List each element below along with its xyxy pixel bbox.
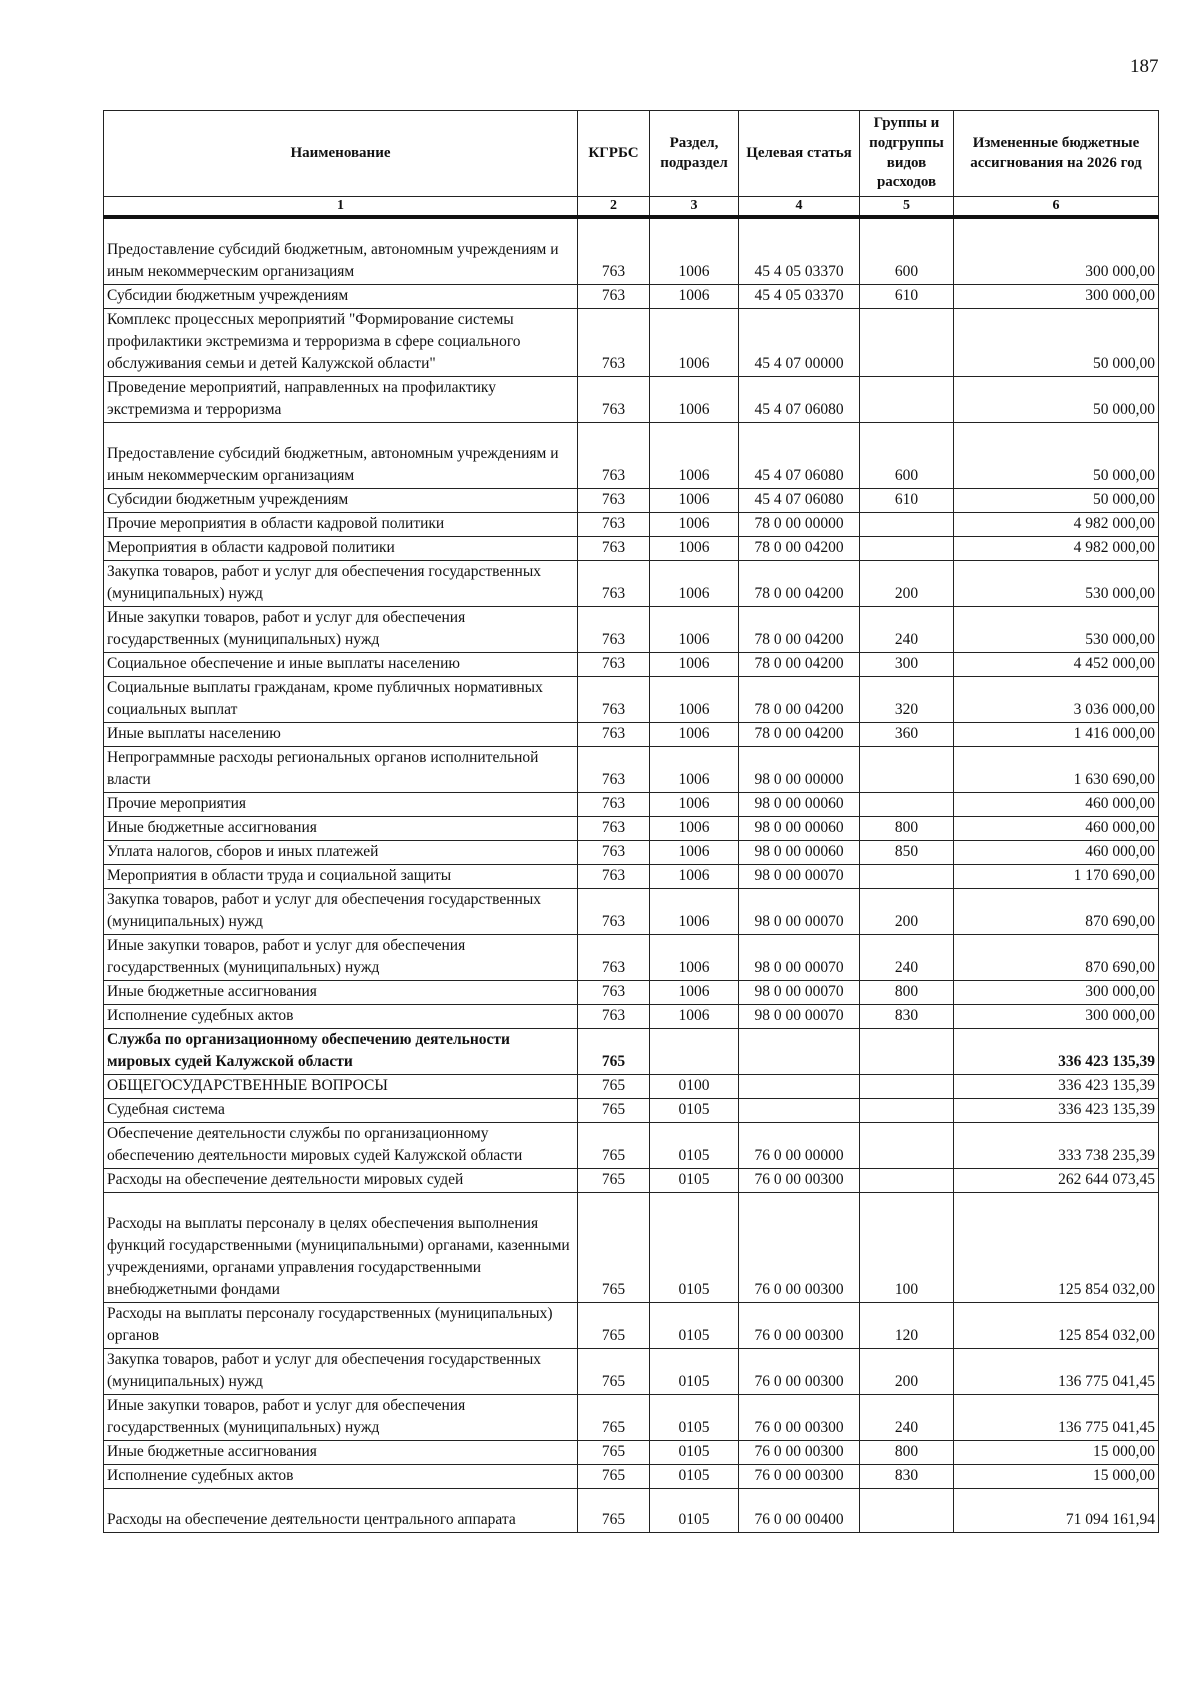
row-group: 830: [860, 1465, 954, 1489]
row-amount: 71 094 161,94: [954, 1489, 1159, 1533]
row-target: [739, 1029, 860, 1075]
row-target: 98 0 00 00060: [739, 817, 860, 841]
row-kgrbs: 763: [578, 1005, 650, 1029]
table-row: [104, 217, 1159, 285]
table-row: [104, 309, 1159, 377]
row-amount: 530 000,00: [954, 561, 1159, 607]
cell-spacer: [107, 1489, 574, 1509]
table-row: [104, 1395, 1159, 1441]
row-kgrbs: 763: [578, 817, 650, 841]
row-name: [104, 423, 578, 489]
row-group: [860, 793, 954, 817]
row-kgrbs: 763: [578, 653, 650, 677]
row-target: 76 0 00 00300: [739, 1193, 860, 1303]
header-target: Целевая статья: [739, 111, 860, 197]
row-section: 1006: [650, 423, 739, 489]
row-name: Социальное обеспечение и иные выплаты населению: [104, 653, 578, 677]
row-name: ОБЩЕГОСУДАРСТВЕННЫЕ ВОПРОСЫ: [104, 1075, 578, 1099]
row-group: [860, 1169, 954, 1193]
row-kgrbs: 765: [578, 1489, 650, 1533]
table-row: [104, 817, 1159, 841]
row-target: 78 0 00 04200: [739, 537, 860, 561]
row-kgrbs: 765: [578, 1441, 650, 1465]
row-kgrbs: 765: [578, 1303, 650, 1349]
row-kgrbs: 763: [578, 513, 650, 537]
table-row: [104, 561, 1159, 607]
row-target: 98 0 00 00070: [739, 935, 860, 981]
row-section: 1006: [650, 793, 739, 817]
row-target: 98 0 00 00000: [739, 747, 860, 793]
column-number: 4: [739, 197, 860, 218]
row-kgrbs: 763: [578, 607, 650, 653]
row-amount: 50 000,00: [954, 309, 1159, 377]
row-target: 78 0 00 04200: [739, 677, 860, 723]
row-name: Иные бюджетные ассигнования: [104, 1441, 578, 1465]
row-amount: 1 170 690,00: [954, 865, 1159, 889]
row-kgrbs: 763: [578, 865, 650, 889]
row-section: 1006: [650, 489, 739, 513]
row-group: 610: [860, 489, 954, 513]
cell-spacer: [107, 1193, 574, 1213]
table-row: [104, 1005, 1159, 1029]
row-kgrbs: 763: [578, 981, 650, 1005]
budget-table: [103, 110, 1159, 1533]
row-name: Обеспечение деятельности службы по организационному обеспечению деятельности мировых судей Калужской области: [104, 1123, 578, 1169]
row-amount: 870 690,00: [954, 935, 1159, 981]
row-kgrbs: 765: [578, 1349, 650, 1395]
row-group: 830: [860, 1005, 954, 1029]
table-header: [104, 111, 1159, 218]
row-kgrbs: 765: [578, 1169, 650, 1193]
row-amount: 15 000,00: [954, 1441, 1159, 1465]
row-name-text: Расходы на обеспечение деятельности центрального аппарата: [107, 1511, 516, 1529]
row-target: 45 4 07 06080: [739, 423, 860, 489]
table-row: [104, 607, 1159, 653]
row-target: 78 0 00 04200: [739, 653, 860, 677]
row-name: Закупка товаров, работ и услуг для обеспечения государственных (муниципальных) нужд: [104, 1349, 578, 1395]
table-row: [104, 653, 1159, 677]
row-name: Исполнение судебных актов: [104, 1005, 578, 1029]
row-group: 240: [860, 935, 954, 981]
row-kgrbs: 763: [578, 537, 650, 561]
row-target: 98 0 00 00070: [739, 865, 860, 889]
row-section: [650, 1029, 739, 1075]
row-name: Закупка товаров, работ и услуг для обеспечения государственных (муниципальных) нужд: [104, 889, 578, 935]
row-kgrbs: 763: [578, 747, 650, 793]
row-section: 0105: [650, 1441, 739, 1465]
row-group: 800: [860, 817, 954, 841]
row-group: [860, 1075, 954, 1099]
row-section: 1006: [650, 981, 739, 1005]
row-kgrbs: 763: [578, 489, 650, 513]
row-target: 45 4 07 06080: [739, 377, 860, 423]
row-name: Закупка товаров, работ и услуг для обеспечения государственных (муниципальных) нужд: [104, 561, 578, 607]
row-group: 100: [860, 1193, 954, 1303]
column-number: 1: [104, 197, 578, 218]
row-target: 78 0 00 04200: [739, 607, 860, 653]
row-section: 1006: [650, 513, 739, 537]
header-amount: Измененные бюджетные ассигнования на 2026 год: [954, 111, 1159, 197]
row-group: 300: [860, 653, 954, 677]
row-section: 0105: [650, 1489, 739, 1533]
row-amount: 136 775 041,45: [954, 1395, 1159, 1441]
table-row: [104, 1075, 1159, 1099]
row-name: Комплекс процессных мероприятий "Формирование системы профилактики экстремизма и терроризма в сфере социального обслуживания семьи и детей Калужской области": [104, 309, 578, 377]
row-kgrbs: 763: [578, 309, 650, 377]
table-row: [104, 981, 1159, 1005]
row-section: 1006: [650, 935, 739, 981]
row-kgrbs: 763: [578, 377, 650, 423]
row-target: 76 0 00 00400: [739, 1489, 860, 1533]
row-group: [860, 1029, 954, 1075]
cell-spacer: [107, 423, 574, 443]
row-name: Иные бюджетные ассигнования: [104, 817, 578, 841]
row-amount: 300 000,00: [954, 217, 1159, 285]
row-amount: 4 452 000,00: [954, 653, 1159, 677]
row-name: Расходы на выплаты персоналу государственных (муниципальных) органов: [104, 1303, 578, 1349]
row-amount: 300 000,00: [954, 981, 1159, 1005]
table-row: [104, 377, 1159, 423]
row-group: [860, 747, 954, 793]
row-name: Уплата налогов, сборов и иных платежей: [104, 841, 578, 865]
row-group: 200: [860, 889, 954, 935]
table-row: [104, 513, 1159, 537]
row-target: 45 4 05 03370: [739, 217, 860, 285]
row-name: Иные бюджетные ассигнования: [104, 981, 578, 1005]
row-group: [860, 865, 954, 889]
table-row: [104, 747, 1159, 793]
row-target: 78 0 00 00000: [739, 513, 860, 537]
row-kgrbs: 765: [578, 1123, 650, 1169]
table-row: [104, 1303, 1159, 1349]
table-row: [104, 935, 1159, 981]
row-kgrbs: 765: [578, 1075, 650, 1099]
header-name: Наименование: [104, 111, 578, 197]
table-row: [104, 1123, 1159, 1169]
row-target: 76 0 00 00300: [739, 1169, 860, 1193]
row-target: 98 0 00 00060: [739, 793, 860, 817]
row-kgrbs: 763: [578, 935, 650, 981]
row-group: [860, 309, 954, 377]
row-name: Служба по организационному обеспечению деятельности мировых судей Калужской области: [104, 1029, 578, 1075]
row-amount: 262 644 073,45: [954, 1169, 1159, 1193]
row-target: 45 4 05 03370: [739, 285, 860, 309]
row-section: 1006: [650, 309, 739, 377]
table-row: [104, 677, 1159, 723]
row-section: 0100: [650, 1075, 739, 1099]
column-number: 5: [860, 197, 954, 218]
row-group: 240: [860, 607, 954, 653]
column-number: 2: [578, 197, 650, 218]
row-section: 1006: [650, 817, 739, 841]
row-kgrbs: 765: [578, 1193, 650, 1303]
row-target: [739, 1099, 860, 1123]
row-section: 1006: [650, 889, 739, 935]
row-amount: 125 854 032,00: [954, 1303, 1159, 1349]
row-name: [104, 217, 578, 285]
row-kgrbs: 763: [578, 841, 650, 865]
row-group: 610: [860, 285, 954, 309]
row-group: 360: [860, 723, 954, 747]
row-name: Непрограммные расходы региональных органов исполнительной власти: [104, 747, 578, 793]
row-group: 600: [860, 423, 954, 489]
row-kgrbs: 765: [578, 1029, 650, 1075]
row-section: 0105: [650, 1193, 739, 1303]
table-row: [104, 889, 1159, 935]
cell-spacer: [107, 219, 574, 239]
row-name: [104, 1193, 578, 1303]
row-amount: 300 000,00: [954, 1005, 1159, 1029]
row-amount: 460 000,00: [954, 817, 1159, 841]
row-amount: 460 000,00: [954, 793, 1159, 817]
row-kgrbs: 765: [578, 1465, 650, 1489]
row-group: [860, 377, 954, 423]
table-row: [104, 489, 1159, 513]
row-kgrbs: 765: [578, 1099, 650, 1123]
table-row: [104, 1169, 1159, 1193]
row-amount: 50 000,00: [954, 489, 1159, 513]
row-amount: 136 775 041,45: [954, 1349, 1159, 1395]
row-amount: 15 000,00: [954, 1465, 1159, 1489]
table-row: [104, 1489, 1159, 1533]
row-section: 1006: [650, 841, 739, 865]
row-amount: 50 000,00: [954, 377, 1159, 423]
row-group: [860, 1099, 954, 1123]
header-kgrbs: КГРБС: [578, 111, 650, 197]
header-groups: Группы и подгруппы видов расходов: [860, 111, 954, 197]
row-name: Иные закупки товаров, работ и услуг для обеспечения государственных (муниципальных) нужд: [104, 607, 578, 653]
row-group: 240: [860, 1395, 954, 1441]
row-section: 1006: [650, 537, 739, 561]
row-name-text: Предоставление субсидий бюджетным, автономным учреждениям и иным некоммерческим организациям: [107, 241, 559, 281]
row-kgrbs: 763: [578, 723, 650, 747]
page-number: 187: [1130, 56, 1159, 77]
table-body: [104, 217, 1159, 1533]
row-amount: 530 000,00: [954, 607, 1159, 653]
row-name: Расходы на обеспечение деятельности мировых судей: [104, 1169, 578, 1193]
row-kgrbs: 765: [578, 1395, 650, 1441]
row-kgrbs: 763: [578, 285, 650, 309]
row-target: 78 0 00 04200: [739, 561, 860, 607]
row-name: Мероприятия в области труда и социальной защиты: [104, 865, 578, 889]
table-row: [104, 1441, 1159, 1465]
row-name: [104, 1489, 578, 1533]
table-row: [104, 1193, 1159, 1303]
table-row: [104, 841, 1159, 865]
row-section: 0105: [650, 1169, 739, 1193]
row-group: [860, 513, 954, 537]
row-name-text: Расходы на выплаты персоналу в целях обеспечения выполнения функций государственными (муниципальными) органами, казенными учреждениями, органами управления государственными внебюджетными фондами: [107, 1215, 570, 1299]
row-section: 1006: [650, 723, 739, 747]
row-group: 200: [860, 561, 954, 607]
row-target: 98 0 00 00070: [739, 1005, 860, 1029]
table-row: [104, 793, 1159, 817]
row-name: Иные закупки товаров, работ и услуг для обеспечения государственных (муниципальных) нужд: [104, 935, 578, 981]
table-row: [104, 423, 1159, 489]
row-group: 320: [860, 677, 954, 723]
row-kgrbs: 763: [578, 217, 650, 285]
header-section: Раздел, подраздел: [650, 111, 739, 197]
row-name: Субсидии бюджетным учреждениям: [104, 285, 578, 309]
row-group: 800: [860, 1441, 954, 1465]
table-row: [104, 723, 1159, 747]
row-name: Иные закупки товаров, работ и услуг для обеспечения государственных (муниципальных) нужд: [104, 1395, 578, 1441]
row-target: 76 0 00 00300: [739, 1395, 860, 1441]
column-number: 6: [954, 197, 1159, 218]
table-row: [104, 285, 1159, 309]
row-target: 98 0 00 00060: [739, 841, 860, 865]
row-amount: 336 423 135,39: [954, 1099, 1159, 1123]
row-section: 0105: [650, 1395, 739, 1441]
row-kgrbs: 763: [578, 889, 650, 935]
table-row: [104, 865, 1159, 889]
row-group: 800: [860, 981, 954, 1005]
row-section: 0105: [650, 1465, 739, 1489]
row-name: Судебная система: [104, 1099, 578, 1123]
row-name: Мероприятия в области кадровой политики: [104, 537, 578, 561]
row-name: Прочие мероприятия: [104, 793, 578, 817]
row-section: 1006: [650, 1005, 739, 1029]
row-name: Иные выплаты населению: [104, 723, 578, 747]
row-kgrbs: 763: [578, 423, 650, 489]
row-target: 98 0 00 00070: [739, 889, 860, 935]
row-name: Проведение мероприятий, направленных на профилактику экстремизма и терроризма: [104, 377, 578, 423]
row-amount: 460 000,00: [954, 841, 1159, 865]
row-amount: 50 000,00: [954, 423, 1159, 489]
row-group: 850: [860, 841, 954, 865]
row-amount: 3 036 000,00: [954, 677, 1159, 723]
row-group: [860, 1123, 954, 1169]
column-number: 3: [650, 197, 739, 218]
row-target: 76 0 00 00300: [739, 1465, 860, 1489]
row-section: 0105: [650, 1123, 739, 1169]
row-section: 1006: [650, 285, 739, 309]
row-target: 76 0 00 00300: [739, 1349, 860, 1395]
row-group: 600: [860, 217, 954, 285]
table-row: [104, 1349, 1159, 1395]
row-name: Прочие мероприятия в области кадровой политики: [104, 513, 578, 537]
row-target: [739, 1075, 860, 1099]
row-amount: 333 738 235,39: [954, 1123, 1159, 1169]
row-name: Исполнение судебных актов: [104, 1465, 578, 1489]
row-group: 200: [860, 1349, 954, 1395]
row-amount: 1 630 690,00: [954, 747, 1159, 793]
row-section: 0105: [650, 1303, 739, 1349]
row-target: 45 4 07 00000: [739, 309, 860, 377]
table-row: [104, 1029, 1159, 1075]
row-amount: 1 416 000,00: [954, 723, 1159, 747]
row-kgrbs: 763: [578, 677, 650, 723]
row-section: 1006: [650, 865, 739, 889]
table-row: [104, 1099, 1159, 1123]
row-group: [860, 1489, 954, 1533]
row-section: 1006: [650, 561, 739, 607]
table-row: [104, 1465, 1159, 1489]
row-kgrbs: 763: [578, 793, 650, 817]
row-amount: 125 854 032,00: [954, 1193, 1159, 1303]
row-section: 1006: [650, 217, 739, 285]
row-target: 76 0 00 00300: [739, 1441, 860, 1465]
row-target: 45 4 07 06080: [739, 489, 860, 513]
row-amount: 336 423 135,39: [954, 1029, 1159, 1075]
row-section: 1006: [650, 653, 739, 677]
row-amount: 4 982 000,00: [954, 513, 1159, 537]
row-amount: 336 423 135,39: [954, 1075, 1159, 1099]
row-target: 76 0 00 00000: [739, 1123, 860, 1169]
row-name: Субсидии бюджетным учреждениям: [104, 489, 578, 513]
row-target: 76 0 00 00300: [739, 1303, 860, 1349]
row-name: Социальные выплаты гражданам, кроме публичных нормативных социальных выплат: [104, 677, 578, 723]
row-section: 1006: [650, 377, 739, 423]
row-amount: 4 982 000,00: [954, 537, 1159, 561]
row-amount: 300 000,00: [954, 285, 1159, 309]
row-target: 78 0 00 04200: [739, 723, 860, 747]
row-kgrbs: 763: [578, 561, 650, 607]
row-section: 1006: [650, 607, 739, 653]
row-target: 98 0 00 00070: [739, 981, 860, 1005]
row-group: [860, 537, 954, 561]
row-section: 0105: [650, 1099, 739, 1123]
row-section: 1006: [650, 747, 739, 793]
row-section: 0105: [650, 1349, 739, 1395]
row-section: 1006: [650, 677, 739, 723]
row-name-text: Предоставление субсидий бюджетным, автономным учреждениям и иным некоммерческим организациям: [107, 445, 559, 485]
row-amount: 870 690,00: [954, 889, 1159, 935]
table-row: [104, 537, 1159, 561]
row-group: 120: [860, 1303, 954, 1349]
